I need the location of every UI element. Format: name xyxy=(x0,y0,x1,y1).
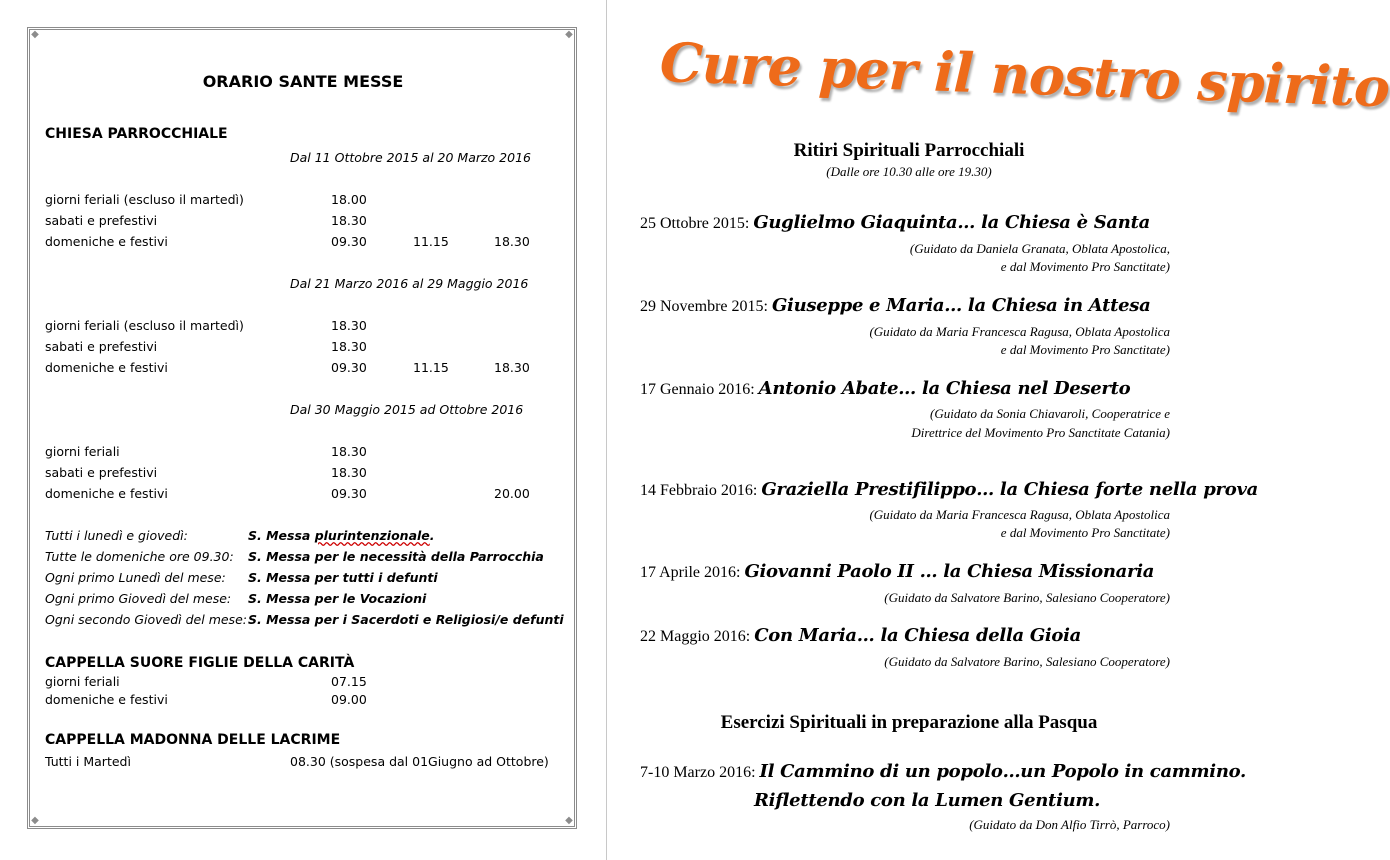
mass-time: 18.30 xyxy=(331,318,367,333)
note-what: S. Messa per tutti i defunti xyxy=(248,570,438,585)
retreat-line xyxy=(640,625,1081,646)
schedule-row-name: giorni feriali xyxy=(45,444,120,459)
page-border xyxy=(27,27,577,829)
retreat-topic: Antonio Abate… la Chiesa nel Deserto xyxy=(758,378,1131,399)
schedule-row-name: domeniche e festivi xyxy=(45,486,168,501)
retreat-line xyxy=(640,561,1154,582)
mass-time: 18.30 xyxy=(331,213,367,228)
section-heading-chiesa: CHIESA PARROCCHIALE xyxy=(45,126,228,142)
note-when: Ogni primo Giovedì del mese: xyxy=(45,591,232,606)
corner-ornament-icon: ◆ xyxy=(31,29,39,40)
flyer-title: Cure per il nostro spirito xyxy=(658,30,1390,120)
schedule-row-name: giorni feriali (escluso il martedì) xyxy=(45,318,244,333)
note-what: S. Messa per le necessità della Parrocchia xyxy=(248,549,544,564)
retreat-guide: (Guidato da Salvatore Barino, Salesiano Cooperatore) xyxy=(884,590,1170,605)
retreat-date: 22 Maggio 2016: xyxy=(640,628,755,645)
retreat-line xyxy=(640,378,1130,399)
mass-time: 18.30 xyxy=(331,444,367,459)
section-heading-cappella-suore: CAPPELLA SUORE FIGLIE DELLA CARITÀ xyxy=(45,655,355,671)
schedule-row-name: sabati e prefestivi xyxy=(45,339,158,354)
schedule-row-name: sabati e prefestivi xyxy=(45,465,158,480)
period-label: Dal 21 Marzo 2016 al 29 Maggio 2016 xyxy=(290,276,529,291)
section-heading-cappella-madonna: CAPPELLA MADONNA DELLE LACRIME xyxy=(45,732,341,748)
retreat-topic: Graziella Prestifilippo… la Chiesa forte nella prova xyxy=(761,479,1258,500)
retreat-line xyxy=(640,479,1258,500)
retreat-date: 25 Ottobre 2015: xyxy=(640,215,754,232)
mass-time: 18.30 xyxy=(331,465,367,480)
retreat-date: 14 Febbraio 2016: xyxy=(640,482,762,499)
retreat-date: 17 Aprile 2016: xyxy=(640,564,745,581)
esercizi-heading: Esercizi Spirituali in preparazione alla Pasqua xyxy=(720,712,1098,733)
retreat-line xyxy=(640,212,1150,233)
mass-time: 09.30 xyxy=(331,234,367,249)
esercizi-line xyxy=(640,761,1246,782)
mass-time: 18.30 xyxy=(331,339,367,354)
ritiri-hours: (Dalle ore 10.30 alle ore 19.30) xyxy=(826,164,992,179)
note-what: S. Messa per i Sacerdoti e Religiosi/e defunti xyxy=(248,612,564,627)
mass-time: 18.30 xyxy=(494,360,530,375)
schedule-row-name: giorni feriali xyxy=(45,674,120,689)
esercizi-topic: Il Cammino di un popolo…un Popolo in cammino. xyxy=(759,761,1246,782)
retreat-guide: e dal Movimento Pro Sanctitate) xyxy=(1000,525,1170,540)
mass-time: 07.15 xyxy=(331,674,367,689)
note-when: Tutti i lunedì e giovedì: xyxy=(45,528,188,543)
note-when: Tutte le domeniche ore 09.30: xyxy=(45,549,234,564)
mass-time: 18.00 xyxy=(331,192,367,207)
ritiri-heading: Ritiri Spirituali Parrocchiali xyxy=(793,140,1025,161)
retreat-guide: (Guidato da Daniela Granata, Oblata Apostolica, xyxy=(909,241,1170,256)
retreat-line xyxy=(640,295,1150,316)
mass-time: 09.30 xyxy=(331,360,367,375)
esercizi-date: 7-10 Marzo 2016: xyxy=(640,764,760,781)
mass-time: 18.30 xyxy=(494,234,530,249)
note-when: Ogni secondo Giovedì del mese: xyxy=(45,612,247,627)
schedule-row-name: Tutti i Martedì xyxy=(45,754,131,769)
mass-time: 09.30 xyxy=(331,486,367,501)
corner-ornament-icon: ◆ xyxy=(31,815,39,826)
note-what: S. Messa per le Vocazioni xyxy=(248,591,427,606)
period-label: Dal 30 Maggio 2015 ad Ottobre 2016 xyxy=(290,402,524,417)
retreat-guide: e dal Movimento Pro Sanctitate) xyxy=(1000,259,1170,274)
retreat-guide: (Guidato da Sonia Chiavaroli, Cooperatrice e xyxy=(930,406,1170,421)
schedule-title: ORARIO SANTE MESSE xyxy=(202,72,404,91)
retreat-topic: Guglielmo Giaquinta… la Chiesa è Santa xyxy=(753,212,1150,233)
mass-time: 11.15 xyxy=(413,360,449,375)
retreat-topic: Giuseppe e Maria… la Chiesa in Attesa xyxy=(771,295,1151,316)
retreat-guide: (Guidato da Maria Francesca Ragusa, Oblata Apostolica xyxy=(869,507,1170,522)
note-when: Ogni primo Lunedì del mese: xyxy=(45,570,226,585)
schedule-row-name: domeniche e festivi xyxy=(45,360,168,375)
retreat-topic: Giovanni Paolo II … la Chiesa Missionaria xyxy=(744,561,1155,582)
corner-ornament-icon: ◆ xyxy=(565,29,573,40)
retreat-guide: (Guidato da Maria Francesca Ragusa, Oblata Apostolica xyxy=(869,324,1170,339)
retreat-guide: Direttrice del Movimento Pro Sanctitate Catania) xyxy=(911,425,1170,440)
schedule-row-name: giorni feriali (escluso il martedì) xyxy=(45,192,244,207)
retreat-guide: e dal Movimento Pro Sanctitate) xyxy=(1000,342,1170,357)
note-what: S. Messa plurintenzionale. xyxy=(248,528,435,543)
retreat-date: 29 Novembre 2015: xyxy=(640,298,772,315)
schedule-row-name: domeniche e festivi xyxy=(45,234,168,249)
mass-time: 08.30 (sospesa dal 01Giugno ad Ottobre) xyxy=(290,754,549,769)
esercizi-guide: (Guidato da Don Alfio Tirrò, Parroco) xyxy=(969,817,1170,832)
corner-ornament-icon: ◆ xyxy=(565,815,573,826)
mass-time: 20.00 xyxy=(494,486,530,501)
period-label: Dal 11 Ottobre 2015 al 20 Marzo 2016 xyxy=(290,150,531,165)
mass-time: 11.15 xyxy=(413,234,449,249)
retreat-date: 17 Gennaio 2016: xyxy=(640,381,759,398)
esercizi-topic-line2: Riflettendo con la Lumen Gentium. xyxy=(754,790,1101,811)
retreat-guide: (Guidato da Salvatore Barino, Salesiano Cooperatore) xyxy=(884,654,1170,669)
schedule-row-name: sabati e prefestivi xyxy=(45,213,158,228)
mass-time: 09.00 xyxy=(331,692,367,707)
retreat-topic: Con Maria… la Chiesa della Gioia xyxy=(754,625,1082,646)
schedule-row-name: domeniche e festivi xyxy=(45,692,168,707)
